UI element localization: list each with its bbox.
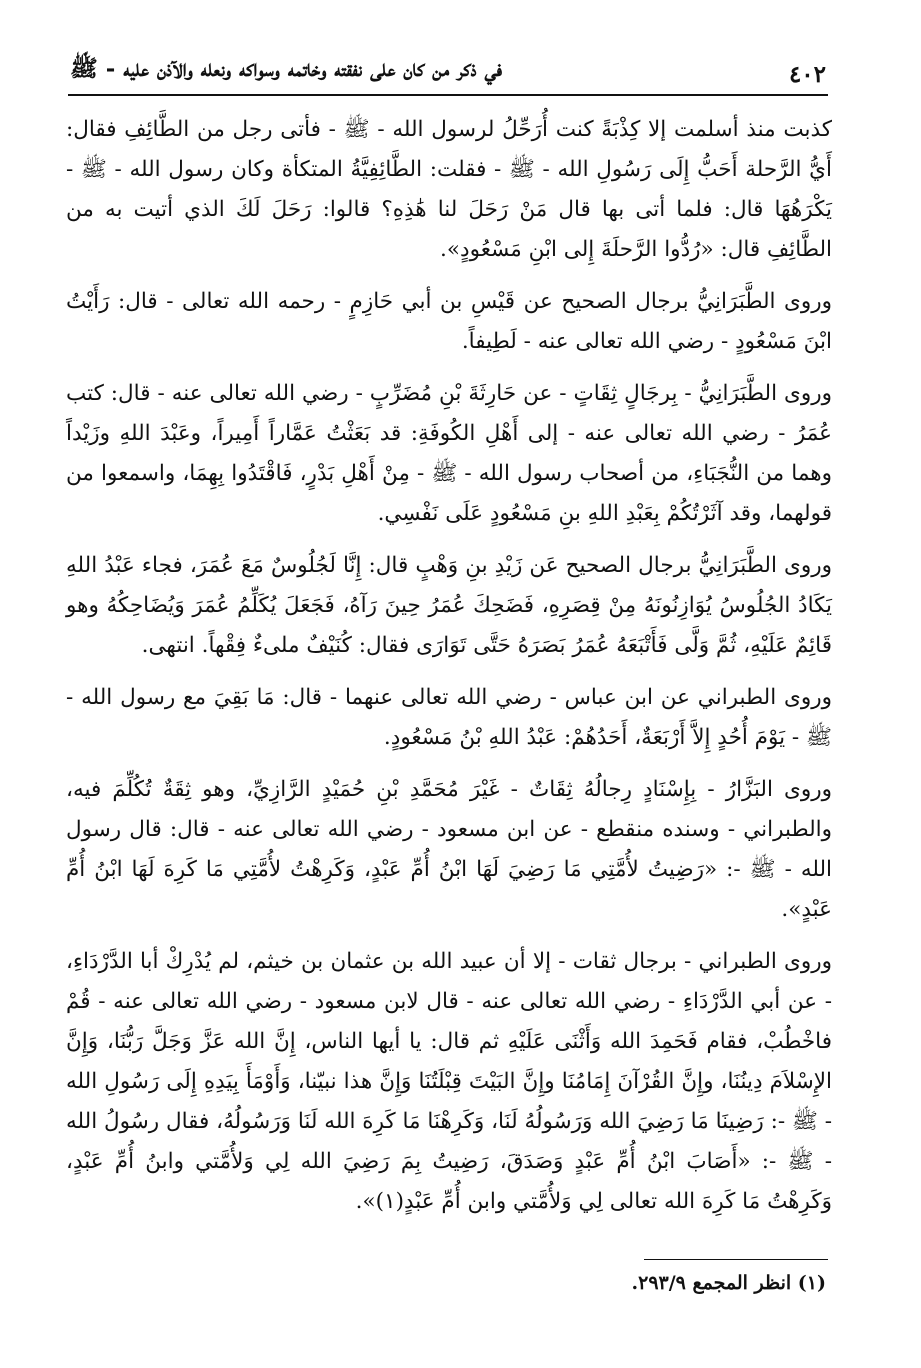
body-text: [66, 110, 832, 1234]
paragraph: وروى الطَّبَرَانِيُّ برجال الصحيح عَن زَيْدِ بنِ وَهْبٍ قال: إِنَّا لَجُلُوسٌ مَعَ عُمَرَ، فجاء عَبْدُ اللهِ يَكَادُ الجُلُوسُ يُوَازِنُونَهُ مِنْ قِصَرِهِ، فَضَحِكَ عُمَرُ حِينَ رَآهُ، فَجَعَلَ يُكَلِّمُ عُمَرَ وَيُضَاحِكُهُ وهو قَائِمٌ عَلَيْهِ، ثُمَّ وَلَّى فَأَتْبَعَهُ عُمَرُ بَصَرَهُ حَتَّى تَوَارَى فقال: كُنَيْفٌ ملىءٌ فِقْهاً. انتهى.: [66, 553, 832, 658]
paragraph: كذبت منذ أسلمت إلا كِذْبَةً كنت أُرَحِّلُ لرسول الله - ﷺ - فأتى رجل من الطَّائِفِ فقال: أَيُّ الرَّحلة أَحَبُّ إِلَى رَسُولِ الله - ﷺ - فقلت: الطَّائِفِيَّةُ المتكأة وكان رسول الله - ﷺ - يَكْرَهُهَا قال: فلما أتى بها قال مَنْ رَحَلَ لنا هَٰذِهِ؟ قالوا: رَحَلَ لَكَ الذي أتيت به من الطَّائِفِ قال: «رُدُّوا الرَّحلَةَ إِلى ابْنِ مَسْعُودٍ».: [66, 117, 832, 262]
running-head: [70, 48, 826, 88]
footnote-divider: [644, 1259, 828, 1260]
paragraph: وروى الطَّبَرَانِيُّ برجال الصحيح عن قَيْسِ بن أبي حَازِمٍ - رحمه الله تعالى - قال: رَأَيْتُ ابْنَ مَسْعُودٍ - رضي الله تعالى عنه - لَطِيفاً.: [66, 289, 832, 354]
footnote: (١) انظر المجمع ٢٩٣/٩.: [631, 1272, 826, 1294]
paragraph: وروى الطبراني - برجال ثقات - إلا أن عبيد الله بن عثمان بن خيثم، لم يُدْرِكْ أبا الدَّرْدَاءِ، - عن أبي الدَّرْدَاءِ - رضي الله تعالى عنه - قال لابن مسعود - رضي الله تعالى عنه - قُمْ فاخْطُبْ، فقام فَحَمِدَ الله وَأَثْنَى عَلَيْهِ ثم قال: يا أيها الناس، إِنَّ الله عَزَّ وَجَلَّ رَبُّنَا، وَإِنَّ الإِسْلاَمَ دِينُنَا، وإِنَّ القُرْآنَ إِمَامُنَا وإِنَّ البَيْتَ قِبْلَتُنَا وَإِنَّ هذا نبيّنا، وَأَوْمَأَ بِيَدِهِ إِلَى رَسُولِ الله - ﷺ -: رَضِينَا مَا رَضِيَ الله وَرَسُولُهُ لَنَا، وَكَرِهْنَا مَا كَرِهَ الله لَنَا وَرَسُولُهُ، فقال رسُولُ الله - ﷺ -: «أَصَابَ ابْنُ أُمِّ عَبْدٍ وَصَدَقَ، رَضِيتُ بِمَ رَضِيَ الله لِي وَلأُمَّتي وابنُ أُمِّ عَبْدٍ، وَكَرِهْتُ مَا كَرِهَ الله تعالى لِي وَلأُمَّتي وابن أُمِّ عَبْدٍ(١)».: [66, 949, 832, 1214]
chapter-title: في ذكر من كان على نفقته وخاتمه وسواكه ونعله والآذن عليه - ﷺ: [70, 55, 503, 82]
paragraph: وروى الطبراني عن ابن عباس - رضي الله تعالى عنهما - قال: مَا بَقِيَ مع رسول الله - ﷺ - يَوْمَ أُحُدٍ إِلاَّ أَرْبَعَةٌ، أَحَدُهُمْ: عَبْدُ اللهِ بْنُ مَسْعُودٍ.: [66, 685, 832, 750]
header-divider: [68, 94, 828, 96]
paragraph: وروى الطَّبَرَانِيُّ - بِرجَالٍ ثِقَاتٍ - عن حَارِثَةَ بْنِ مُضَرِّبٍ - رضي الله تعالى عنه - قال: كتب عُمَرُ - رضي الله تعالى عنه - إلى أَهْلِ الكُوفَةِ: قد بَعَثْتُ عَمَّاراً أَمِيراً، وعَبْدَ اللهِ وزَيْداً وهما من النُّجَبَاءِ، من أصحاب رسول الله - ﷺ - مِنْ أَهْلِ بَدْرٍ، فَاقْتَدُوا بِهِمَا، واسمعوا من قولهما، وقد آثَرْتُكُمْ بِعَبْدِ اللهِ بنِ مَسْعُودٍ عَلَى نَفْسِي.: [66, 381, 832, 526]
paragraph: وروى البَزَّارُ - بِإِسْنَادٍ رِجالُهُ ثِقَاتٌ - غَيْرَ مُحَمَّدِ بْنِ حُمَيْدٍ الرَّازِيِّ، وهو ثِقَةٌ تُكُلِّمَ فيه، والطبراني - وسنده منقطع - عن ابن مسعود - رضي الله تعالى عنه - قال: قال رسول الله - ﷺ -: «رَضِيتُ لأُمَّتِي مَا رَضِيَ لَهَا ابْنُ أُمِّ عَبْدٍ، وَكَرِهْتُ لأُمَّتِي مَا كَرِهَ لَهَا ابْنُ أُمِّ عَبْدٍ».: [66, 777, 832, 922]
page-number: ٤٠٢: [788, 61, 826, 88]
